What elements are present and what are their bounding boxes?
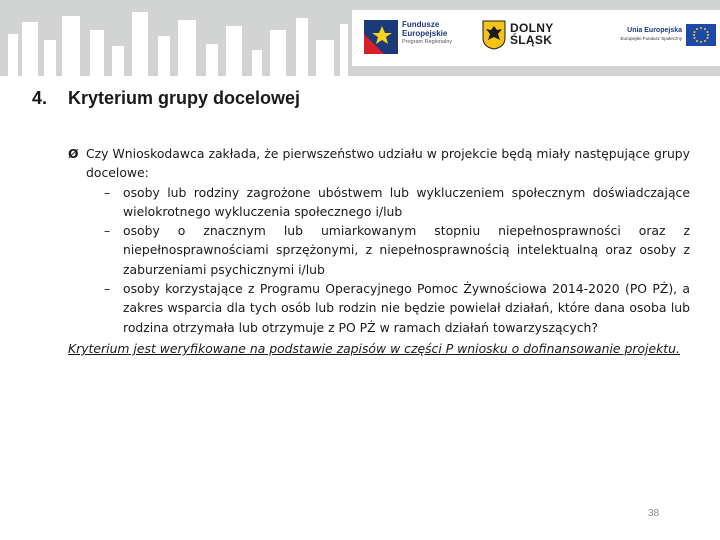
fe-logo-line1: Fundusze (402, 20, 440, 29)
dash-bullet: – (104, 223, 111, 239)
fe-star-icon (364, 20, 398, 54)
decor-block (178, 20, 196, 76)
verification-note: Kryterium jest weryfikowane na podstawie zapisów w części P wniosku o dofinansowanie projektu. (68, 340, 680, 356)
list-item (104, 221, 690, 279)
question-bullet (68, 144, 690, 183)
title-number: 4. (32, 88, 48, 108)
decor-block (132, 12, 148, 76)
logo-panel (352, 10, 720, 66)
fe-logo-line2: Europejskie (402, 29, 448, 38)
decor-block (270, 30, 286, 76)
dash-bullet: – (104, 281, 111, 297)
decor-block (44, 40, 56, 76)
list-item-text: osoby korzystające z Programu Operacyjnego Pomoc Żywnościowa 2014-2020 (PO PŻ), a zakres wsparcia dla tych osób lub rodzin nie będzie powielał działań, które dana osoba lub rodzina otrzymała lub otrzymuje z PO PŻ w ramach działań towarzyszących? (123, 281, 690, 335)
title-text: Kryterium grupy docelowej (68, 88, 301, 108)
eagle-crest-icon (482, 20, 506, 50)
decor-block (62, 16, 80, 76)
question-text: Czy Wnioskodawca zakłada, że pierwszeństwo udziału w projekcie będą miały następujące grupy docelowe: (86, 146, 690, 181)
decor-block (158, 36, 170, 76)
decor-block (316, 40, 334, 76)
list-item-text: osoby lub rodziny zagrożone ubóstwem lub wykluczeniem społecznym doświadczające wielokrotnego wykluczenia społecznego i/lub (123, 184, 690, 219)
decor-block (206, 44, 218, 76)
slide-content (68, 144, 690, 358)
page-number: 38 (648, 508, 660, 519)
dolny-logo-line2: ŚLĄSK (510, 33, 553, 47)
decor-block (90, 30, 104, 76)
decor-block (8, 34, 18, 76)
dash-bullet: – (104, 184, 111, 200)
fundusze-europejskie-logo[interactable] (364, 18, 482, 58)
eu-flag-icon (686, 24, 716, 46)
list-item-text: osoby o znacznym lub umiarkowanym stopniu niepełnosprawności oraz z niepełnosprawnościami sprzężonymi, z niepełnosprawnością intelektualną oraz osoby z zaburzeniami psychicznymi i/lub (123, 223, 690, 277)
arrow-bullet-icon: Ø (68, 146, 79, 161)
decor-block (340, 24, 348, 76)
list-item (104, 279, 690, 337)
fe-logo-sub: Program Regionalny (402, 39, 453, 45)
decor-block (252, 50, 262, 76)
dolny-slask-logo[interactable] (482, 18, 572, 58)
list-item (104, 183, 690, 222)
slide-title (32, 88, 300, 109)
unia-europejska-logo[interactable] (592, 22, 716, 56)
decor-block (112, 46, 124, 76)
header-band (0, 0, 720, 76)
dolny-logo-line1: DOLNY (510, 21, 554, 35)
decor-block (226, 26, 242, 76)
decor-block (22, 22, 38, 76)
ue-logo-line1: Unia Europejska (627, 27, 682, 34)
ue-logo-sub: Europejski Fundusz Społeczny (620, 36, 682, 41)
decor-block (296, 18, 308, 76)
